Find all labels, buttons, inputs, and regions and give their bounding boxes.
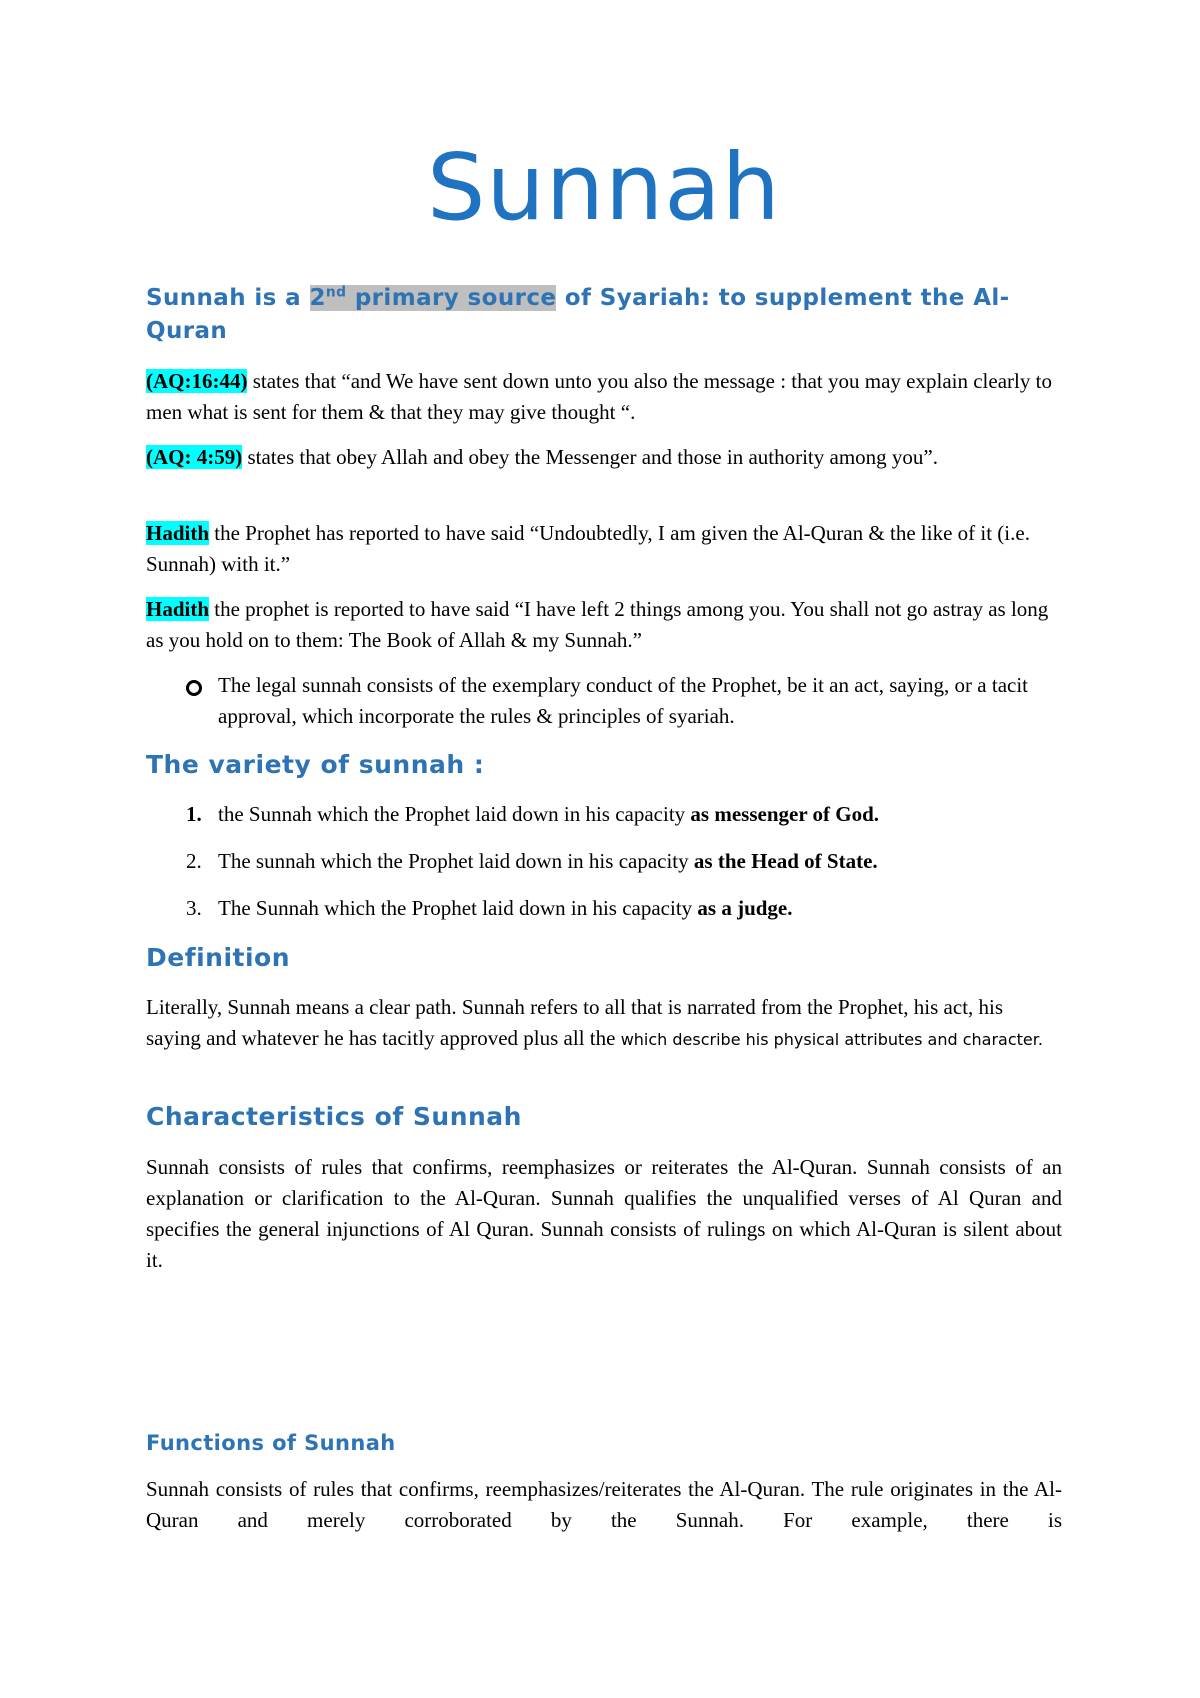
circle-bullet-icon xyxy=(186,680,202,696)
main-heading xyxy=(146,282,1062,348)
variety-heading: The variety of sunnah : xyxy=(146,750,485,779)
definition-paragraph xyxy=(146,992,1062,1055)
list-item xyxy=(218,893,1062,924)
hadith-text: the prophet is reported to have said “I have left 2 things among you. You shall not go astray as long as you hold on to them: The Book of Allah & my Sunnah.” xyxy=(146,597,1049,652)
hadith-text: the Prophet has reported to have said “Undoubtedly, I am given the Al-Quran & the like of it (i.e. Sunnah) with it.” xyxy=(146,521,1030,576)
definition-text-sans: which describe his physical attributes and character. xyxy=(620,1030,1043,1049)
bullet-paragraph: The legal sunnah consists of the exemplary conduct of the Prophet, be it an act, saying, or a tacit approval, which incorporate the rules & principles of syariah. xyxy=(218,673,1029,728)
definition-text: Literally, Sunnah means a clear path. Sunnah refers to all that is narrated from the Prophet, his act, his saying and whatever he has tacitly approved plus all the xyxy=(146,995,1004,1050)
main-heading-part1: Sunnah is a xyxy=(146,285,310,311)
highlight-superscript: nd xyxy=(325,284,347,301)
quran-ref-text: states that “and We have sent down unto you also the message : that you may explain clearly to men what is sent for them & that they may give thought “. xyxy=(146,369,1052,424)
hadith-paragraph-1 xyxy=(146,518,1062,580)
main-heading-highlight xyxy=(310,285,557,311)
page-title: Sunnah xyxy=(426,134,781,241)
definition-heading: Definition xyxy=(146,943,291,972)
quran-ref-paragraph-1 xyxy=(146,366,1062,428)
hadith-paragraph-2 xyxy=(146,594,1062,656)
list-item-bold: as a judge. xyxy=(697,896,793,920)
list-item-text: The sunnah which the Prophet laid down in his capacity xyxy=(218,849,694,873)
highlight-number: 2 xyxy=(309,285,326,311)
characteristics-paragraph: Sunnah consists of rules that confirms, reemphasizes or reiterates the Al-Quran. Sunnah consists of an explanation or clarification to the Al-Quran. Sunnah qualifies the unqualified verses of Al Quran and specifies the general injunctions of Al Quran. Sunnah consists of rulings on which Al-Quran is silent about it. xyxy=(146,1155,1062,1272)
quran-ref-text: states that obey Allah and obey the Messenger and those in authority among you”. xyxy=(242,445,938,469)
list-item-text: the Sunnah which the Prophet laid down in his capacity xyxy=(218,802,691,826)
characteristics-heading: Characteristics of Sunnah xyxy=(146,1102,522,1131)
hadith-label: Hadith xyxy=(146,597,210,621)
functions-paragraph: Sunnah consists of rules that confirms, reemphasizes/reiterates the Al-Quran. The rule originates in the Al-Quran and merely corroborated by the Sunnah. For example, there is xyxy=(146,1477,1062,1532)
list-item-bold: as the Head of State. xyxy=(693,849,878,873)
quran-ref-label: (AQ:16:44) xyxy=(146,369,248,393)
quran-ref-label: (AQ: 4:59) xyxy=(146,445,243,469)
quran-ref-paragraph-2 xyxy=(146,442,1062,473)
list-item-bold: as messenger of God. xyxy=(690,802,880,826)
main-heading-part2: of Syariah: to supplement the Al-Quran xyxy=(146,285,1010,344)
list-item-text: The Sunnah which the Prophet laid down in his capacity xyxy=(218,896,698,920)
highlight-text: primary source xyxy=(346,285,557,311)
list-item xyxy=(218,799,1062,830)
list-item-number: 2. xyxy=(186,849,202,873)
list-item xyxy=(218,846,1062,877)
hadith-label: Hadith xyxy=(146,521,210,545)
functions-heading: Functions of Sunnah xyxy=(146,1431,396,1455)
list-item-number: 3. xyxy=(186,896,202,920)
list-item-number: 1. xyxy=(186,802,202,826)
